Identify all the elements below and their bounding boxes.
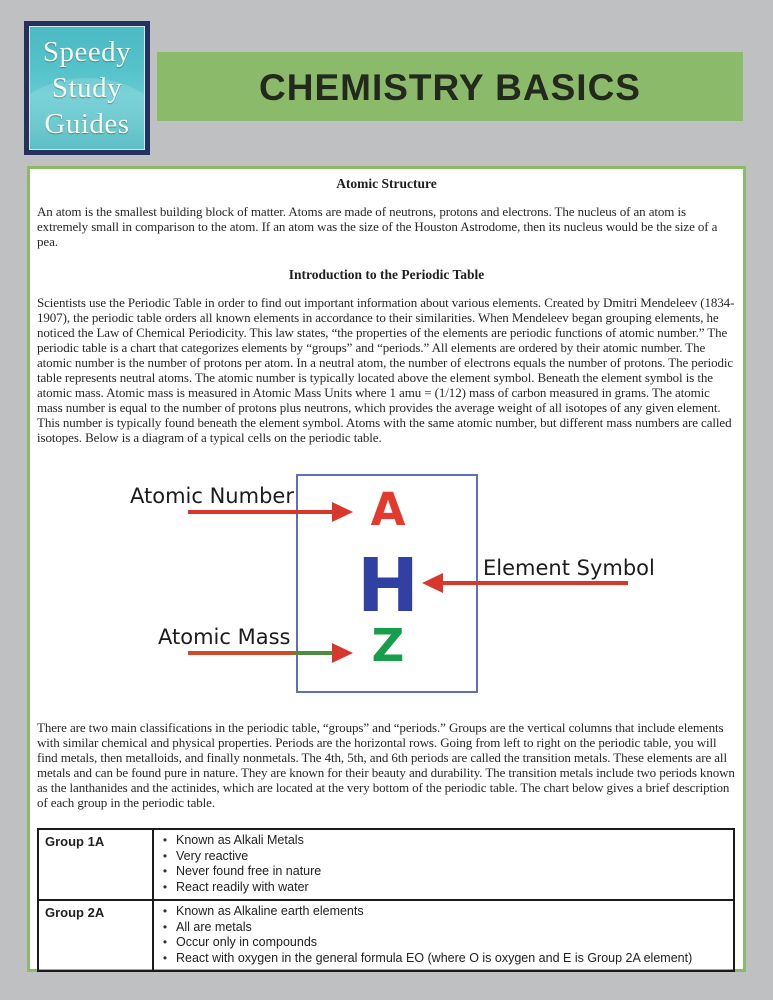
group-2a-bullets: [154, 901, 733, 970]
bullet-text: React readily with water: [176, 879, 309, 894]
bullet-icon: [154, 951, 176, 967]
speedy-study-guides-logo: [24, 21, 150, 155]
bullet-icon: [154, 833, 176, 849]
atomic-mass-arrow-icon: [332, 643, 353, 663]
atomic-number-arrow-icon: [332, 502, 353, 522]
group-1a-bullets: [154, 830, 733, 899]
page-title: CHEMISTRY BASICS: [259, 66, 641, 108]
bullet-text: Never found free in nature: [176, 864, 322, 878]
bullet-icon: [154, 935, 176, 951]
logo-line-3: Guides: [44, 108, 130, 140]
heading-atomic-structure: Atomic Structure: [336, 176, 437, 191]
atomic-number-label: Atomic Number: [130, 484, 294, 508]
group-2a-cell: Group 2A: [39, 901, 154, 970]
element-symbol-arrow-shaft: [442, 581, 628, 585]
group-description-table: [37, 828, 735, 972]
bullet-text: Known as Alkali Metals: [176, 833, 304, 847]
bullet-icon: [154, 880, 176, 896]
bullet-text: React with oxygen in the general formula EO (where O is oxygen and E is Group 2A element): [176, 950, 693, 965]
bullet-icon: [154, 904, 176, 920]
list-item: [154, 849, 729, 865]
atomic-number-symbol: A: [370, 483, 406, 536]
element-symbol-label: Element Symbol: [483, 556, 655, 580]
title-band: [157, 52, 743, 121]
list-item: [154, 880, 729, 896]
list-item: [154, 920, 729, 936]
table-row-group-1a: [39, 830, 733, 901]
bullet-icon: [154, 864, 176, 880]
atomic-mass-symbol: Z: [371, 619, 405, 672]
logo-line-2: Study: [51, 72, 123, 104]
atomic-mass-label: Atomic Mass: [158, 625, 291, 649]
paragraph-atomic-structure: An atom is the smallest building block of matter. Atoms are made of neutrons, protons and electrons. The nucleus of an atom is extremely small in comparison to the atom. If an atom was the size of the Houston Astrodome, then its nucleus would be the size of a pea.: [37, 204, 718, 249]
group-1a-cell: Group 1A: [39, 830, 154, 899]
paragraph-periodic-table-intro: Scientists use the Periodic Table in order to find out important information about various elements. Created by Dmitri Mendeleev (1834-1907), the periodic table orders all known elements in accordance to their similarities. When Mendeleev began grouping elements, he noticed the Law of Chemical Periodicity. This law states, “the properties of the elements are periodic functions of atomic number.” The periodic table is a chart that categorizes elements by “groups” and “periods.” All elements are ordered by their atomic number. The atomic number is the number of protons per atom. In a neutral atom, the number of electrons equals the number of protons. The periodic table represents neutral atoms. The atomic number is typically located above the element symbol. Beneath the element symbol is the atomic mass. Atomic mass is measured in Atomic Mass Units where 1 amu = (1/12) mass of carbon measured in grams. The atomic mass number is equal to the number of protons plus neutrons, which provides the average weight of all isotopes of any given element. This number is typically found beneath the element symbol. Atoms with the same atomic number, but different mass numbers are called isotopes. Below is a diagram of a typical cells on the periodic table.: [37, 295, 735, 445]
bullet-icon: [154, 849, 176, 865]
list-item: [154, 951, 729, 967]
content-sheet: [27, 166, 746, 972]
list-item: [154, 935, 729, 951]
bullet-text: Very reactive: [176, 848, 249, 863]
heading-periodic-table-intro: Introduction to the Periodic Table: [288, 267, 485, 282]
paragraph-groups-periods: There are two main classifications in the periodic table, “groups” and “periods.” Groups are the vertical columns that include elements with similar chemical and physical properties. Periods are the horizontal rows. Going from left to right on the periodic table, you will find metals, then metalloids, and finally nonmetals. The 4th, 5th, and 6th periods are called the transition metals. These elements are all metals and can be found pure in nature. They are known for their beauty and durability. The transition metals include two periods known as the lanthanides and the actinides, which are located at the very bottom of the periodic table. The chart below gives a brief description of each group in the periodic table.: [37, 720, 735, 810]
atomic-number-arrow-shaft: [188, 510, 334, 514]
bullet-text: All are metals: [176, 919, 252, 934]
bullet-icon: [154, 920, 176, 936]
table-row-group-2a: [39, 901, 733, 970]
bullet-text: Known as Alkaline earth elements: [176, 904, 364, 918]
list-item: [154, 864, 729, 880]
element-symbol-arrow-icon: [422, 573, 443, 593]
logo-line-1: Speedy: [42, 36, 132, 68]
list-item: [154, 833, 729, 849]
bullet-text: Occur only in compounds: [176, 935, 318, 949]
list-item: [154, 904, 729, 920]
logo-background: [29, 26, 145, 150]
atomic-mass-arrow-shaft: [188, 651, 334, 655]
element-symbol-letter: H: [357, 543, 419, 629]
